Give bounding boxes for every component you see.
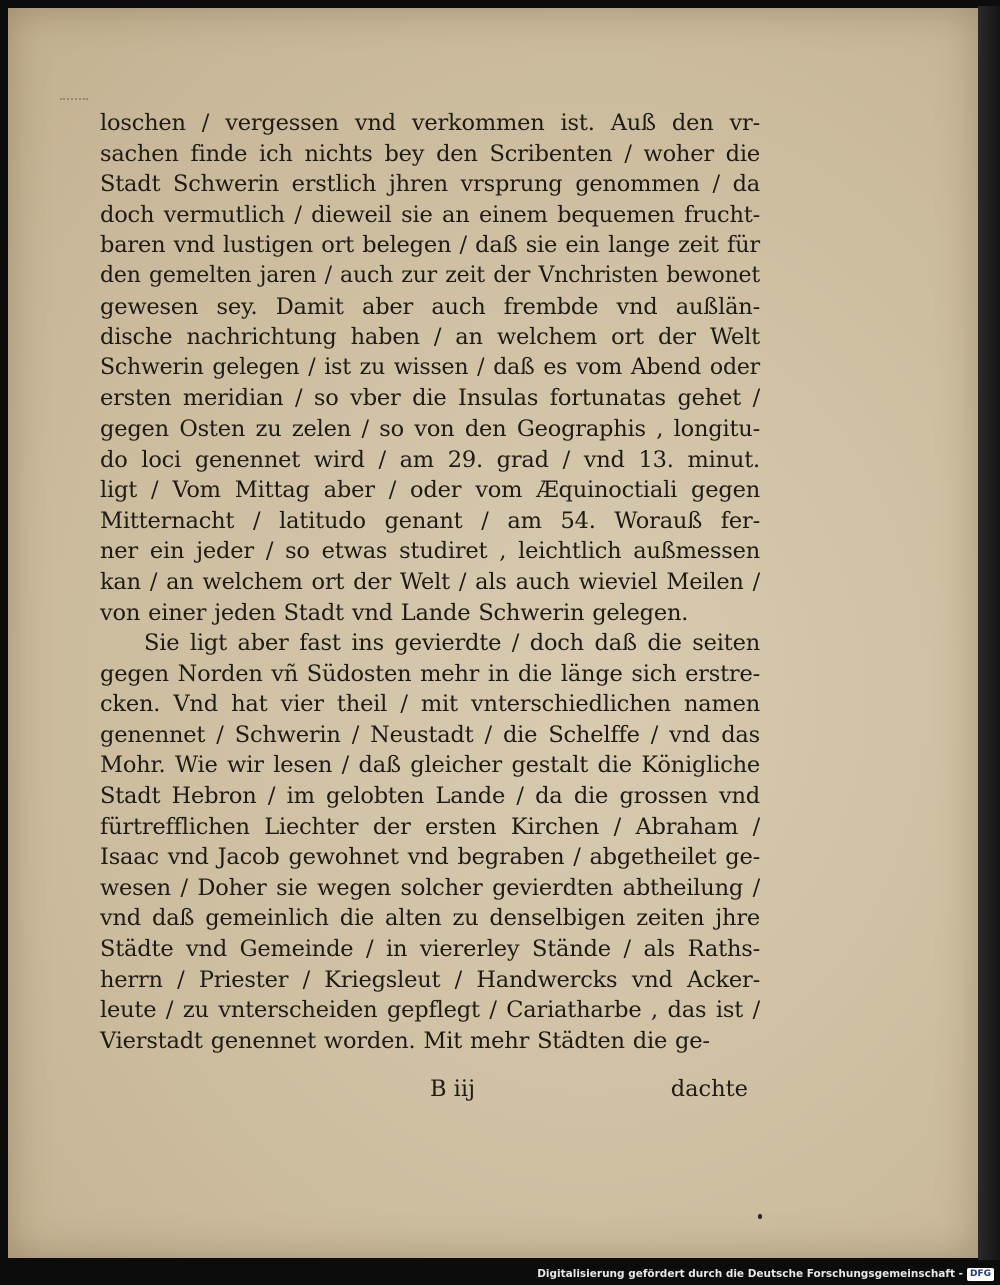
text-line: gewesen sey. Damit aber auch frembde vnd außlän-: [100, 293, 760, 320]
text-line: dische nachrichtung haben / an welchem ort der Welt: [100, 324, 760, 351]
text-line: Schwerin gelegen / ist zu wissen / daß es vom Abend oder: [100, 354, 760, 380]
text-line: ner ein jeder / so etwas studiret , leichtlich außmessen: [100, 538, 760, 565]
text-line: vnd daß gemeinlich die alten zu denselbigen zeiten jhre: [100, 905, 760, 932]
text-line: leute / zu vnterscheiden gepflegt / Cariatharbe , das ist /: [100, 997, 760, 1024]
text-line: Stadt Schwerin erstlich jhren vrsprung genommen / da: [100, 171, 760, 198]
text-line: Mohr. Wie wir lesen / daß gleicher gestalt die Königliche: [100, 752, 760, 779]
signature-mark: B iij: [430, 1076, 476, 1102]
page-footer: [100, 1076, 760, 1110]
text-line: den gemelten jaren / auch zur zeit der Vnchristen bewonet: [100, 262, 760, 288]
text-line: do loci genennet wird / am 29. grad / vnd 13. minut.: [100, 446, 760, 473]
text-line: wesen / Doher sie wegen solcher gevierdten abtheilung /: [100, 874, 760, 901]
text-line: Isaac vnd Jacob gewohnet vnd begraben / abgetheilet ge-: [100, 844, 760, 871]
text-line: genennet / Schwerin / Neustadt / die Schelffe / vnd das: [100, 721, 760, 748]
digitization-credit: [537, 1266, 994, 1282]
text-line: loschen / vergessen vnd verkommen ist. Auß den vr-: [100, 110, 760, 136]
text-line: ersten meridian / so vber die Insulas fortunatas gehet /: [100, 385, 760, 412]
text-line: doch vermutlich / dieweil sie an einem bequemen frucht-: [100, 201, 760, 228]
text-line: Sie ligt aber fast ins gevierdte / doch daß die seiten: [144, 630, 760, 657]
dfg-logo-icon: DFG: [967, 1268, 994, 1281]
text-line: gegen Norden vñ Südosten mehr in die länge sich erstre-: [100, 660, 760, 687]
catchword: dachte: [670, 1076, 748, 1102]
text-line: ligt / Vom Mittag aber / oder vom Æquinoctiali gegen: [100, 477, 760, 504]
text-line: sachen finde ich nichts bey den Scribenten / woher die: [100, 140, 760, 167]
text-line: Vierstadt genennet worden. Mit mehr Städten die ge-: [100, 1027, 710, 1054]
text-line: cken. Vnd hat vier theil / mit vnterschiedlichen namen: [100, 691, 760, 718]
text-line: Städte vnd Gemeinde / in viererley Stände / als Raths-: [100, 936, 760, 963]
text-line: Stadt Hebron / im gelobten Lande / da die grossen vnd: [100, 783, 760, 810]
text-line: baren vnd lustigen ort belegen / daß sie ein lange zeit für: [100, 232, 760, 259]
text-line: fürtrefflichen Liechter der ersten Kirchen / Abraham /: [100, 813, 760, 840]
text-line: Mitternacht / latitudo genant / am 54. Worauß fer-: [100, 507, 760, 534]
text-line: herrn / Priester / Kriegsleut / Handwercks vnd Acker-: [100, 966, 760, 993]
credit-text: Digitalisierung gefördert durch die Deutsche Forschungsgemeinschaft -: [537, 1268, 963, 1280]
text-line: kan / an welchem ort der Welt / als auch wieviel Meilen /: [100, 568, 760, 595]
text-line: von einer jeden Stadt vnd Lande Schwerin gelegen.: [100, 599, 689, 626]
ink-dot: [758, 1214, 762, 1219]
ink-smudge: [60, 98, 88, 112]
book-edge: [978, 6, 1000, 1260]
text-line: gegen Osten zu zelen / so von den Geographis , longitu-: [100, 415, 760, 442]
page-text: [100, 108, 760, 1056]
